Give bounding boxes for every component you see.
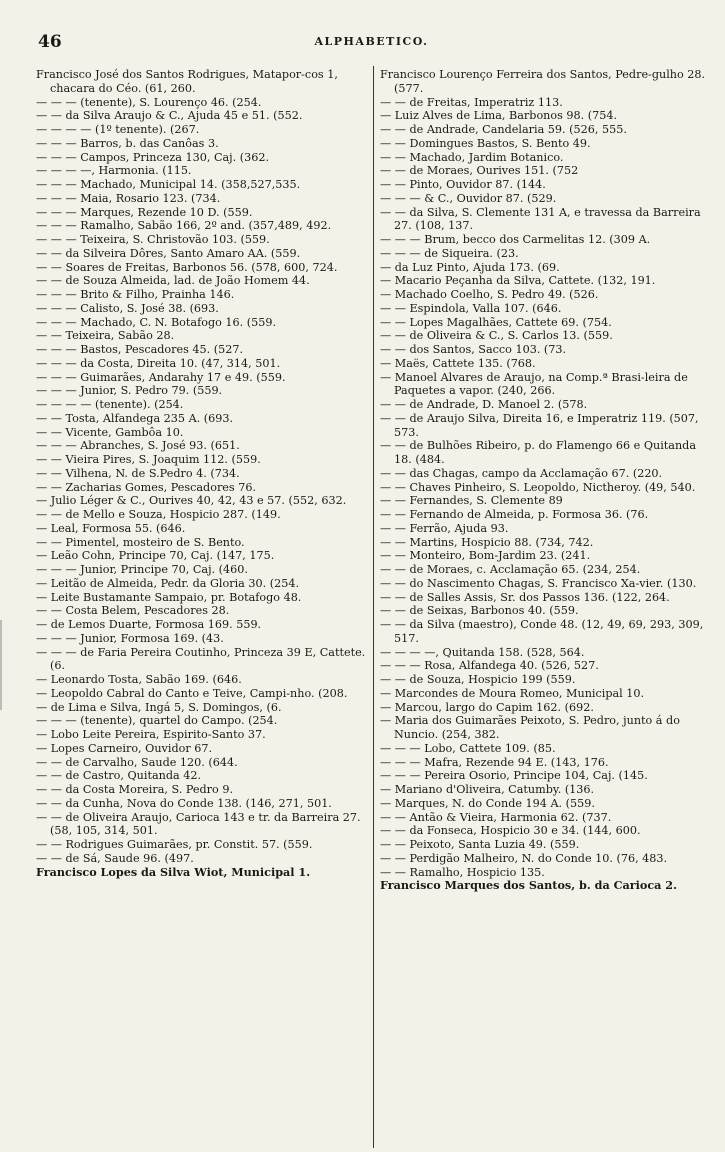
directory-entry: — — Martins, Hospicio 88. (734, 742. — [380, 535, 594, 549]
directory-entry: — Luiz Alves de Lima, Barbonos 98. (754. — [380, 109, 618, 123]
directory-entry: — — — de Siqueira. (23. — [380, 246, 519, 260]
directory-entry: — — Vilhena, N. de S.Pedro 4. (734. — [36, 466, 240, 480]
binding-mark — [0, 620, 10, 710]
directory-entry: — Lopes Carneiro, Ouvidor 67. — [36, 741, 213, 755]
directory-entry: — — de Seixas, Barbonos 40. (559. — [380, 604, 579, 618]
directory-entry: — — de Carvalho, Saude 120. (644. — [36, 755, 238, 769]
directory-entry: — — — Calisto, S. José 38. (693. — [36, 301, 219, 315]
directory-entry: — Marques, N. do Conde 194 A. (559. — [380, 796, 595, 810]
directory-entry: — — — Ramalho, Sabão 166, 2º and. (357,489, 492. — [36, 219, 332, 233]
directory-entry: — — da Silva (maestro), Conde 48. (12, 49, 69, 293, 309, 517. — [380, 618, 704, 645]
directory-entry: — — da Costa Moreira, S. Pedro 9. — [36, 783, 233, 796]
directory-entry: Francisco Lourenço Ferreira dos Santos, Pedre-gulho 28. (577. — [380, 68, 706, 95]
directory-entry: — — Vicente, Gambôa 10. — [36, 425, 184, 439]
directory-entry: — — — Campos, Princeza 130, Caj. (362. — [36, 150, 270, 164]
directory-entry: Francisco Marques dos Santos, b. da Carioca 2. — [380, 878, 677, 893]
directory-entry: — — — Guimarães, Andarahy 17 e 49. (559. — [36, 370, 286, 384]
directory-entry: — — de Andrade, Candelaria 59. (526, 555. — [380, 123, 627, 136]
directory-entry: — Marcou, largo do Capim 162. (692. — [380, 700, 594, 714]
directory-entry: — Machado Coelho, S. Pedro 49. (526. — [380, 288, 599, 301]
directory-entry: — — Peixoto, Santa Luzia 49. (559. — [380, 838, 580, 851]
directory-entry: — — de Castro, Quitanda 42. — [36, 769, 201, 783]
directory-entry: — — — Lobo, Cattete 109. (85. — [380, 741, 556, 755]
right-column — [380, 68, 710, 893]
directory-entry: — — — —, Harmonia. (115. — [36, 164, 192, 178]
directory-entry: — — de Araujo Silva, Direita 16, e Imperatriz 119. (507, 573. — [380, 411, 699, 439]
directory-entry: — — Espindola, Valla 107. (646. — [380, 301, 562, 315]
directory-entry: — — — Maia, Rosario 123. (734. — [36, 191, 221, 205]
directory-entry: Francisco Lopes da Silva Wiot, Municipal 1. — [36, 864, 311, 879]
directory-entry: — — — — (tenente). (254. — [36, 398, 184, 411]
directory-entry: — Julio Léger & C., Ourives 40, 42, 43 e 57. (552, 632. — [36, 494, 347, 508]
directory-entry: — — dos Santos, Sacco 103. (73. — [380, 343, 567, 356]
directory-entry: — — — Teixeira, S. Christovão 103. (559. — [36, 233, 270, 246]
directory-entry: — — — Abranches, S. José 93. (651. — [36, 439, 240, 453]
directory-entry: — — Soares de Freitas, Barbonos 56. (578, 600, 724. — [36, 260, 338, 274]
directory-entry: — — — Pereira Osorio, Principe 104, Caj. (145. — [380, 769, 648, 783]
directory-entry: — — de Freitas, Imperatriz 113. — [380, 95, 563, 109]
directory-entry: Francisco José dos Santos Rodrigues, Matapor-cos 1, chacara do Céo. (61, 260. — [36, 68, 338, 95]
directory-entry: — — Perdigão Malheiro, N. do Conde 10. (76, 483. — [380, 851, 668, 865]
directory-entry: — — — & C., Ouvidor 87. (529. — [380, 191, 557, 205]
directory-entry: — Manoel Alvares de Araujo, na Comp.ª Brasi-leira de Paquetes a vapor. (240, 266. — [380, 370, 688, 398]
directory-entry: — — — Brito & Filho, Prainha 146. — [36, 288, 235, 301]
directory-entry: — — de Andrade, D. Manoel 2. (578. — [380, 398, 588, 411]
running-title: ALPHABETICO. — [314, 35, 429, 48]
directory-entry: — — — Mafra, Rezende 94 E. (143, 176. — [380, 755, 609, 769]
directory-entry: — Leão Cohn, Principe 70, Caj. (147, 175. — [36, 549, 275, 563]
directory-entry: — — — Machado, Municipal 14. (358,527,535. — [36, 178, 301, 191]
directory-entry: — — Costa Belem, Pescadores 28. — [36, 604, 230, 618]
directory-entry: — — de Bulhões Ribeiro, p. do Flamengo 66 e Quitanda 18. (484. — [380, 439, 696, 466]
page-number: 46 — [38, 32, 62, 52]
directory-entry: — Leopoldo Cabral do Canto e Teive, Campi-nho. (208. — [36, 686, 348, 700]
directory-entry: — — — Marques, Rezende 10 D. (559. — [36, 205, 253, 219]
directory-entry: — — — — (1º tenente). (267. — [36, 123, 200, 136]
directory-entry: — Lobo Leite Pereira, Espirito-Santo 37. — [36, 728, 266, 741]
directory-entry: — — Rodrigues Guimarães, pr. Constit. 57. (559. — [36, 838, 313, 851]
page-header — [38, 32, 705, 54]
left-column — [36, 68, 366, 879]
directory-entry: — da Luz Pinto, Ajuda 173. (69. — [380, 260, 560, 274]
directory-entry: — — de Sá, Saude 96. (497. — [36, 851, 194, 865]
directory-entry: — — — Machado, C. N. Botafogo 16. (559. — [36, 315, 277, 329]
directory-entry: — Maës, Cattete 135. (768. — [380, 356, 536, 370]
directory-entry: — — de Mello e Souza, Hospicio 287. (149. — [36, 508, 281, 521]
directory-entry: — — de Salles Assis, Sr. dos Passos 136. (122, 264. — [380, 590, 670, 604]
directory-entry: — Maria dos Guimarães Peixoto, S. Pedro, junto á do Nuncio. (254, 382. — [380, 714, 680, 741]
directory-entry: — de Lima e Silva, Ingá 5, S. Domingos, (6. — [36, 700, 282, 714]
directory-entry: — — Tosta, Alfandega 235 A. (693. — [36, 411, 234, 425]
directory-entry: — — Zacharias Gomes, Pescadores 76. — [36, 480, 256, 494]
directory-entry: — — Monteiro, Bom-Jardim 23. (241. — [380, 549, 591, 563]
directory-entry: — — Ferrão, Ajuda 93. — [380, 521, 509, 535]
directory-entry: — — Ramalho, Hospicio 135. — [380, 865, 545, 879]
directory-entry: — — — Barros, b. das Canôas 3. — [36, 136, 219, 150]
directory-entry: — Leal, Formosa 55. (646. — [36, 521, 186, 535]
directory-entry: — — do Nascimento Chagas, S. Francisco Xa-vier. (130. — [380, 576, 697, 590]
directory-entry: — Leitão de Almeida, Pedr. da Gloria 30. (254. — [36, 576, 300, 590]
directory-entry: — — — Bastos, Pescadores 45. (527. — [36, 343, 244, 356]
directory-entry: — — — —, Quitanda 158. (528, 564. — [380, 645, 585, 659]
directory-entry: — — da Silva Araujo & C., Ajuda 45 e 51. (552. — [36, 109, 303, 123]
directory-entry: — — da Cunha, Nova do Conde 138. (146, 271, 501. — [36, 796, 332, 810]
directory-entry: — Marcondes de Moura Romeo, Municipal 10. — [380, 686, 645, 700]
directory-entry: — — Domingues Bastos, S. Bento 49. — [380, 136, 591, 150]
directory-entry: — de Lemos Duarte, Formosa 169. 559. — [36, 618, 262, 631]
directory-entry: — — da Silva, S. Clemente 131 A, e travessa da Barreira 27. (108, 137. — [380, 205, 701, 233]
directory-entry: — — de Souza, Hospicio 199 (559. — [380, 673, 576, 686]
directory-entry: — Leite Bustamante Sampaio, pr. Botafogo 48. — [36, 590, 302, 604]
directory-entry: — Mariano d'Oliveira, Catumby. (136. — [380, 783, 595, 796]
directory-entry: — — Fernando de Almeida, p. Formosa 36. (76. — [380, 508, 649, 521]
directory-entry: — — da Silveira Dôres, Santo Amaro AA. (559. — [36, 246, 301, 260]
directory-entry: — — — da Costa, Direita 10. (47, 314, 501. — [36, 356, 281, 370]
directory-entry: — — Teixeira, Sabão 28. — [36, 329, 175, 343]
column-divider — [373, 66, 374, 1148]
directory-entry: — — da Fonseca, Hospicio 30 e 34. (144, 600. — [380, 824, 641, 838]
directory-entry: — — — Brum, becco dos Carmelitas 12. (309 A. — [380, 233, 651, 246]
directory-entry: — — Antão & Vieira, Harmonia 62. (737. — [380, 810, 612, 824]
directory-entry: — — — Rosa, Alfandega 40. (526, 527. — [380, 659, 599, 673]
directory-entry: — — das Chagas, campo da Acclamação 67. (220. — [380, 466, 663, 480]
directory-entry: — — de Moraes, Ourives 151. (752 — [380, 164, 579, 178]
directory-entry: — — — Junior, S. Pedro 79. (559. — [36, 384, 223, 398]
directory-entry: — Macario Peçanha da Silva, Cattete. (132, 191. — [380, 274, 656, 288]
directory-entry: — — de Souza Almeida, lad. de João Homem 44. — [36, 274, 310, 288]
directory-entry: — — — Junior, Principe 70, Caj. (460. — [36, 563, 248, 576]
directory-entry: — — — Junior, Formosa 169. (43. — [36, 631, 224, 645]
directory-entry: — — de Oliveira & C., S. Carlos 13. (559. — [380, 329, 613, 343]
directory-entry: — — Pinto, Ouvidor 87. (144. — [380, 178, 546, 191]
directory-entry: — — — (tenente), quartel do Campo. (254. — [36, 714, 278, 728]
directory-entry: — — Vieira Pires, S. Joaquim 112. (559. — [36, 453, 261, 466]
directory-entry: — — de Oliveira Araujo, Carioca 143 e tr. da Barreira 27. (58, 105, 314, 501. — [36, 810, 361, 838]
directory-entry: — — Machado, Jardim Botanico. — [380, 150, 564, 164]
directory-entry: — — Lopes Magalhães, Cattete 69. (754. — [380, 315, 612, 329]
directory-entry: — — — (tenente), S. Lourenço 46. (254. — [36, 95, 262, 109]
directory-entry: — — — de Faria Pereira Coutinho, Princeza 39 E, Cattete. (6. — [36, 645, 366, 673]
directory-entry: — — Chaves Pinheiro, S. Leopoldo, Nictheroy. (49, 540. — [380, 480, 696, 494]
directory-entry: — — Pimentel, mosteiro de S. Bento. — [36, 535, 245, 549]
directory-entry: — — de Moraes, c. Acclamação 65. (234, 254. — [380, 563, 641, 576]
directory-entry: — Leonardo Tosta, Sabão 169. (646. — [36, 673, 242, 686]
directory-entry: — — Fernandes, S. Clemente 89 — [380, 494, 563, 508]
